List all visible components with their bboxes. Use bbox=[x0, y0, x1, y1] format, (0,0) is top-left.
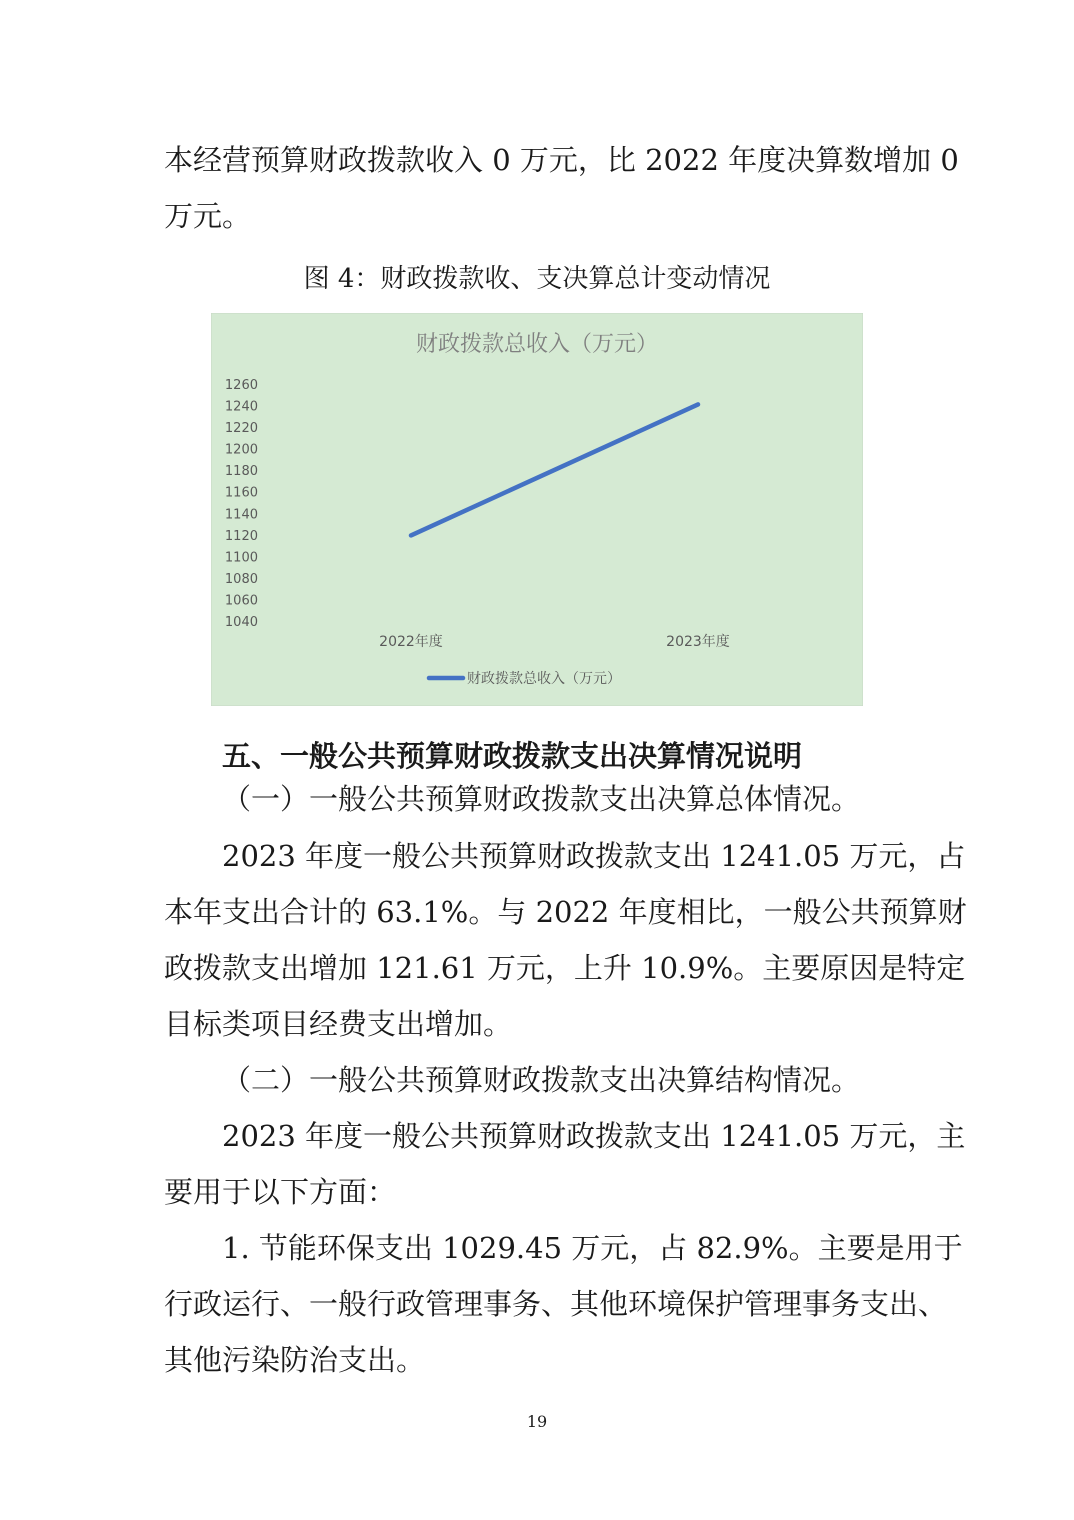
y-tick-label: 1200 bbox=[224, 442, 258, 458]
section-heading: 五、一般公共预算财政拨款支出决算情况说明 bbox=[222, 739, 803, 773]
page-number: 19 bbox=[526, 1412, 548, 1431]
y-tick-label: 1240 bbox=[224, 399, 258, 415]
y-tick-label: 1080 bbox=[224, 571, 258, 587]
paragraph-line: 目标类项目经费支出增加。 bbox=[164, 1007, 513, 1041]
y-tick-label: 1180 bbox=[224, 464, 258, 480]
y-tick-label: 1060 bbox=[224, 593, 258, 609]
paragraph-line: 其他污染防治支出。 bbox=[164, 1343, 426, 1377]
paragraph-line: 政拨款支出增加 121.61 万元，上升 10.9%。主要原因是特定 bbox=[164, 951, 966, 985]
y-tick-label: 1260 bbox=[224, 378, 258, 393]
y-tick-label: 1120 bbox=[224, 528, 258, 544]
figure-caption: 图 4：财政拨款收、支决算总计变动情况 bbox=[303, 264, 771, 294]
paragraph-line: 1. 节能环保支出 1029.45 万元，占 82.9%。主要是用于 bbox=[222, 1231, 963, 1265]
chart-title: 财政拨款总收入（万元） bbox=[415, 332, 659, 357]
paragraph-line: 2023 年度一般公共预算财政拨款支出 1241.05 万元，占 bbox=[222, 839, 966, 873]
line-chart bbox=[211, 313, 863, 706]
chart-background bbox=[211, 313, 863, 706]
x-tick-label: 2022年度 bbox=[379, 634, 443, 650]
y-tick-label: 1220 bbox=[224, 421, 258, 437]
y-tick-label: 1100 bbox=[224, 550, 258, 566]
y-tick-label: 1140 bbox=[224, 507, 258, 523]
y-tick-label: 1160 bbox=[224, 485, 258, 501]
paragraph-line: 行政运行、一般行政管理事务、其他环境保护管理事务支出、 bbox=[164, 1287, 948, 1321]
paragraph-line: 本经营预算财政拨款收入 0 万元，比 2022 年度决算数增加 0 bbox=[164, 143, 959, 177]
paragraph-line: 要用于以下方面： bbox=[164, 1175, 397, 1209]
paragraph-line: 2023 年度一般公共预算财政拨款支出 1241.05 万元，主 bbox=[222, 1119, 966, 1153]
paragraph-line: 万元。 bbox=[164, 199, 252, 233]
subsection-title: （二）一般公共预算财政拨款支出决算结构情况。 bbox=[222, 1063, 861, 1097]
y-tick-label: 1040 bbox=[224, 615, 258, 630]
subsection-title: （一）一般公共预算财政拨款支出决算总体情况。 bbox=[222, 782, 861, 816]
paragraph-line: 本年支出合计的 63.1%。与 2022 年度相比，一般公共预算财 bbox=[164, 895, 967, 929]
legend-label: 财政拨款总收入（万元） bbox=[467, 671, 621, 687]
x-tick-label: 2023年度 bbox=[666, 634, 730, 650]
